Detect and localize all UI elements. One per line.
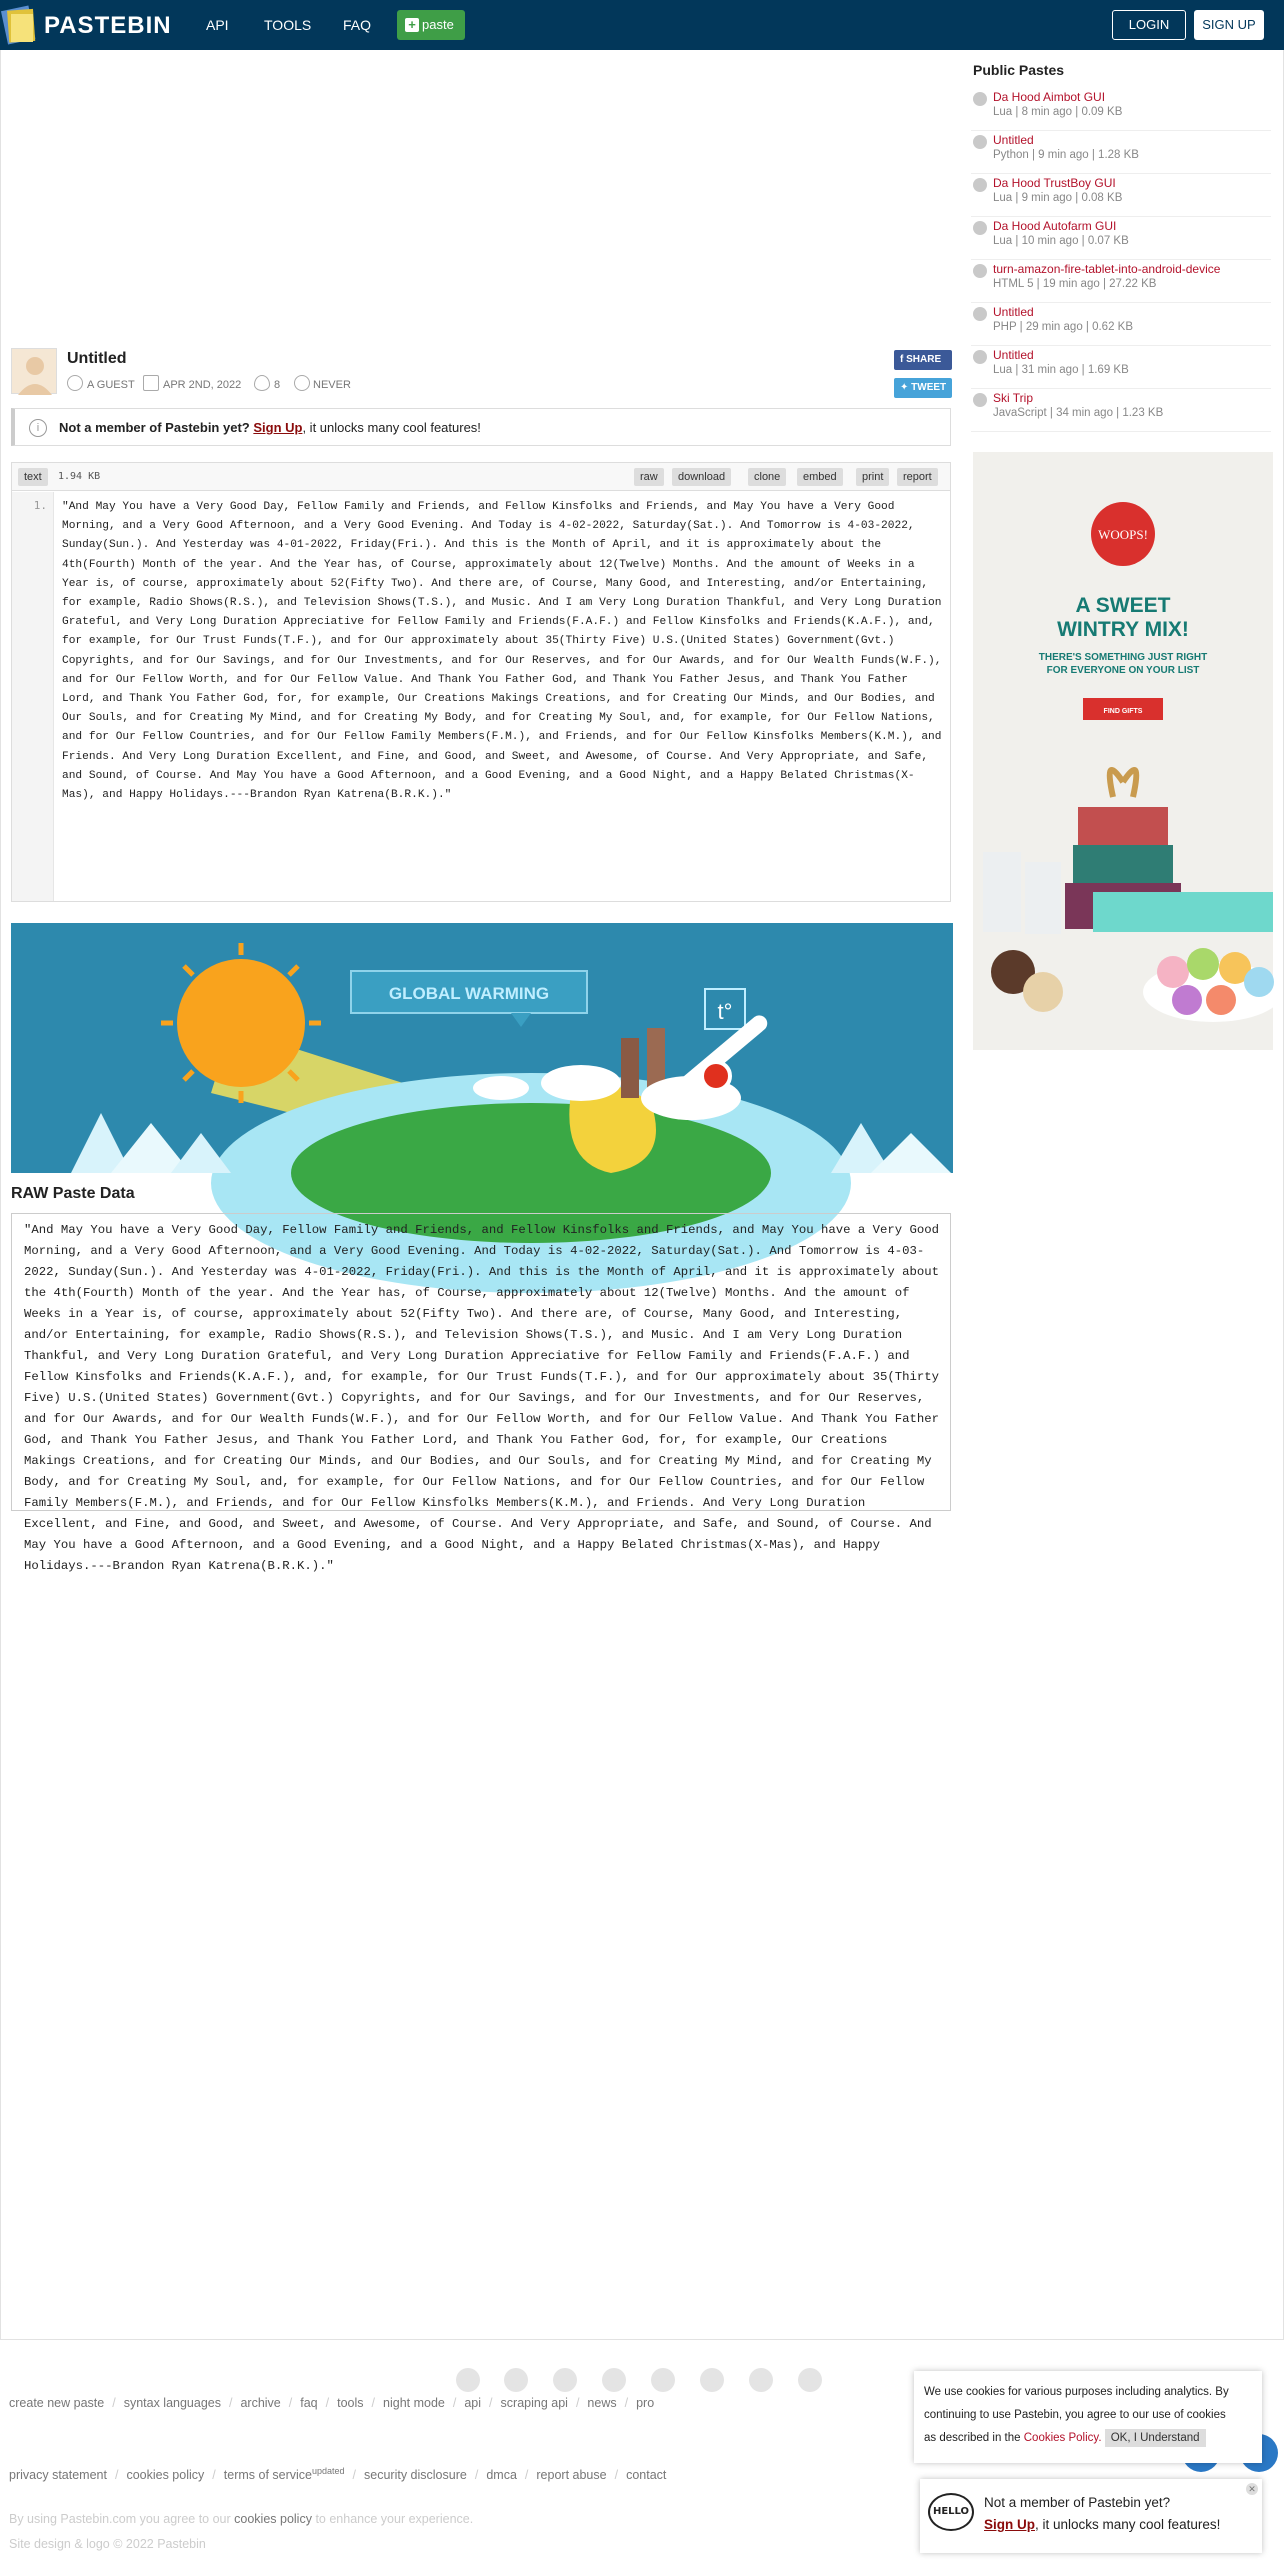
report-button[interactable]: report bbox=[897, 468, 938, 486]
footer-links-row-1 bbox=[9, 2396, 654, 2410]
notice-message bbox=[59, 420, 481, 435]
paste-expiry: NEVER bbox=[313, 379, 351, 391]
paste-author[interactable]: A GUEST bbox=[87, 379, 135, 391]
footer-link[interactable]: faq bbox=[300, 2396, 318, 2410]
raw-paste-content[interactable]: "And May You have a Very Good Day, Fellow Family and Friends, and Fellow Kinsfolks and Friends, and May You have a Very Good Morning, and a Very Good Afternoon, and a Very Good Evening. And Today is 4-02-2022, Saturday(Sat.). And Tomorrow is 4-03-2022, Sunday(Sun.). And Yesterday was 4-01-2022, Friday(Fri.). And this is the Month of April, and it is approximately about the 4th(Fourth) Month of the year. And the Year has, of Course, approximately about 12(Twelve) Months. And the amount of Weeks in a Year is, of course, approximately about 52(Fifty Two). And there are, of Course, Many Good, and Interesting, and/or Entertaining, for example, Radio Shows(R.S.), and Television Shows(T.S.), and Music. And I am Very Long Duration Thankful, and Very Long Duration Grateful, and Very Long Duration Appreciative for Fellow Family and Friends(F.A.F.) and Fellow Kinsfolks and Friends(K.A.F.), and, for example, for Our Trust Funds(T.F.), and for Our approximately about 35(Thirty Five) U.S.(United States) Government(Gvt.) Copyrights, and for Our Savings, and for Our Investments, and for Our Reserves, and for Our Awards, and for Our Wealth Funds(W.F.), and for Our Fellow Worth, and for Our Fellow Value. And Thank You Father God, and Thank You Father Jesus, and Thank You Father Lord, and Thank You Father God, for, for example, Our Creations Makings Creations, and for Creating Our Minds, and Our Bodies, and Our Souls, and for Creating My Mind, and for Creating My Body, and for Creating My Soul, and, for example, for Our Fellow Nations, and for Our Fellow Countries, and for Our Fellow Family Members(F.M.), and Friends, and for Our Fellow Kinsfolks Members(K.M.), and Friends. And Very Long Duration Excellent, and Fine, and Good, and Sweet, and Awesome, of Course. And Very Appropriate, and Safe, and Sound, of Course. And May You have a Good Afternoon, and a Good Evening, and a Good Night, and a Happy Belated Christmas(X-Mas), and Happy Holidays.---Brandon Ryan Katrena(B.R.K.)." bbox=[24, 1223, 940, 1573]
public-paste-item[interactable] bbox=[971, 389, 1271, 432]
public-paste-title[interactable]: Untitled bbox=[993, 133, 1034, 147]
top-header bbox=[0, 0, 1284, 50]
global-warming-banner[interactable] bbox=[11, 923, 953, 1173]
footer-separator: / bbox=[114, 2468, 119, 2483]
public-paste-item[interactable] bbox=[971, 260, 1271, 303]
footer-cookie-note bbox=[9, 2512, 473, 2526]
footer-link[interactable]: syntax languages bbox=[123, 2396, 221, 2410]
ad-sub-1: THERE'S SOMETHING JUST RIGHT bbox=[1038, 652, 1208, 663]
raw-paste-textarea[interactable] bbox=[11, 1213, 951, 1573]
raw-button[interactable]: raw bbox=[634, 468, 664, 486]
footer-link[interactable]: cookies policy bbox=[126, 2468, 205, 2483]
public-paste-meta: Lua | 9 min ago | 0.08 KB bbox=[993, 192, 1123, 204]
footer-link[interactable]: dmca bbox=[486, 2468, 517, 2483]
chrome-icon[interactable] bbox=[456, 2368, 480, 2392]
cookie-policy-link[interactable]: Cookies Policy. bbox=[1023, 2432, 1102, 2444]
footer-link[interactable]: archive bbox=[240, 2396, 281, 2410]
public-paste-item[interactable] bbox=[971, 174, 1271, 217]
sidebar-advertisement[interactable] bbox=[973, 452, 1273, 1050]
footer-links-row-2 bbox=[9, 2466, 666, 2482]
public-paste-title[interactable]: Da Hood Aimbot GUI bbox=[993, 90, 1106, 104]
close-icon[interactable]: ✕ bbox=[1246, 2483, 1258, 2495]
public-paste-item[interactable] bbox=[971, 131, 1271, 174]
footer-separator: / bbox=[489, 2396, 493, 2410]
footer-separator: / bbox=[452, 2396, 457, 2410]
footer-separator: / bbox=[474, 2468, 479, 2483]
info-icon: i bbox=[29, 419, 47, 437]
clone-button[interactable]: clone bbox=[748, 468, 786, 486]
paste-title: Untitled bbox=[67, 350, 127, 367]
signup-hello-popup bbox=[920, 2479, 1262, 2553]
nav-tools[interactable]: TOOLS bbox=[264, 17, 312, 33]
twitter-icon: ✦ bbox=[900, 382, 912, 393]
globe-icon bbox=[973, 350, 987, 364]
footer-link[interactable]: tools bbox=[337, 2396, 364, 2410]
pastebin-logo-icon[interactable] bbox=[2, 4, 36, 44]
public-paste-meta: Python | 9 min ago | 1.28 KB bbox=[993, 149, 1139, 161]
footer-link[interactable]: terms of service bbox=[223, 2468, 312, 2483]
public-paste-item[interactable] bbox=[971, 217, 1271, 260]
hello-bubble-icon: HELLO bbox=[928, 2493, 974, 2531]
ad-headline-2: WINTRY MIX! bbox=[1057, 618, 1189, 641]
paste-date: APR 2ND, 2022 bbox=[163, 379, 242, 391]
download-button[interactable]: download bbox=[672, 468, 731, 486]
firefox-icon[interactable] bbox=[504, 2368, 528, 2392]
footer-link[interactable]: pro bbox=[636, 2396, 655, 2410]
ad-cta: FIND GIFTS bbox=[1103, 708, 1143, 715]
tweet-button[interactable] bbox=[894, 378, 952, 398]
paste-button-label: paste bbox=[422, 17, 454, 32]
logo-text[interactable]: PASTEBIN bbox=[44, 12, 172, 39]
ad-brand: WOOPS! bbox=[1098, 527, 1148, 542]
line-number: 1. bbox=[33, 499, 47, 512]
footer-link[interactable]: contact bbox=[626, 2468, 667, 2483]
hello-signup-text bbox=[984, 2517, 1220, 2532]
globe-icon bbox=[973, 264, 987, 278]
paste-content[interactable]: "And May You have a Very Good Day, Fellow Family and Friends, and Fellow Kinsfolks and Friends, and May You have a Very Good Morning, and a Very Good Afternoon, and a Very Good Evening. And Today is 4-02-2022, Saturday(Sat.). And Tomorrow is 4-03-2022, Sunday(Sun.). And Yesterday was 4-01-2022, Friday(Fri.). And this is the Month of April, and it is approximately about the 4th(Fourth) Month of the year. And the Year has, of Course, approximately about 12(Twelve) Months. And the amount of Weeks in a Year is, of course, approximately about 52(Fifty Two). And there are, of Course, Many Good, and Interesting, and/or Entertaining, for example, Radio Shows(R.S.), and Television Shows(T.S.), and Music. And I am Very Long Duration Thankful, and Very Long Duration Grateful, and Very Long Duration Appreciative for Fellow Family and Friends(F.A.F.) and Fellow Kinsfolks and Friends(K.A.F.), and, for example, for Our Trust Funds(T.F.), and for Our approximately about 35(Thirty Five) U.S.(United States) Government(Gvt.) Copyrights, and for Our Savings, and for Our Investments, and for Our Reserves, and for Our Awards, and for Our Wealth Funds(W.F.), and for Our Fellow Worth, and for Our Fellow Value. And Thank You Father God, and Thank You Father Jesus, and Thank You Father Lord, and Thank You Father God, for, for example, Our Creations Makings Creations, and for Creating Our Minds, and Our Bodies, and Our Souls, and for Creating My Mind, and for Creating My Body, and for Creating My Soul, and, for example, for Our Fellow Nations, and for Our Fellow Countries, and for Our Fellow Family Members(F.M.), and Friends, and for Our Fellow Kinsfolks Members(K.M.), and Friends. And Very Long Duration Excellent, and Fine, and Good, and Sweet, and Awesome, of Course. And Very Appropriate, and Safe, and Sound, of Course. And May You have a Good Afternoon, and a Good Evening, and a Good Night, and a Happy Belated Christmas(X-Mas), and Happy Holidays.---Brandon Ryan Katrena(B.R.K.)." bbox=[62, 501, 942, 802]
paste-code-box bbox=[11, 462, 951, 902]
public-paste-meta: PHP | 29 min ago | 0.62 KB bbox=[993, 321, 1134, 333]
plus-icon: + bbox=[405, 18, 419, 32]
footer-copyright: Site design & logo © 2022 Pastebin bbox=[9, 2537, 206, 2551]
globe-icon bbox=[973, 92, 987, 106]
android-icon[interactable] bbox=[651, 2368, 675, 2392]
banner-thermo-label: t° bbox=[717, 999, 733, 1024]
windows-icon[interactable] bbox=[602, 2368, 626, 2392]
public-paste-title[interactable]: Untitled bbox=[993, 305, 1034, 319]
globe-icon bbox=[973, 135, 987, 149]
footer-note-pre: By using Pastebin.com you agree to our bbox=[9, 2512, 231, 2526]
print-button[interactable]: print bbox=[856, 468, 889, 486]
footer-separator: / bbox=[524, 2468, 529, 2483]
footer-separator: / bbox=[288, 2396, 293, 2410]
paste-size: 1.94 KB bbox=[58, 471, 101, 482]
eye-icon bbox=[254, 375, 270, 391]
new-paste-button[interactable] bbox=[397, 10, 465, 40]
cookie-line-3: as described in the bbox=[924, 2432, 1021, 2444]
footer-link[interactable]: night mode bbox=[383, 2396, 445, 2410]
footer-separator: / bbox=[614, 2468, 619, 2483]
footer-note-post: to enhance your experience. bbox=[315, 2512, 474, 2526]
globe-icon bbox=[973, 221, 987, 235]
opera-icon[interactable] bbox=[749, 2368, 773, 2392]
footer-separator: / bbox=[212, 2468, 216, 2483]
user-icon bbox=[67, 375, 83, 391]
ad-sub-2: FOR EVERYONE ON YOUR LIST bbox=[1046, 665, 1200, 676]
footer-updated-badge: updated bbox=[311, 2466, 345, 2476]
ios-icon[interactable] bbox=[553, 2368, 577, 2392]
tweet-label: TWEET bbox=[911, 382, 947, 393]
footer-separator: / bbox=[352, 2468, 357, 2483]
ad-headline-1: A SWEET bbox=[1075, 594, 1171, 617]
footer-separator: / bbox=[575, 2396, 580, 2410]
public-paste-title[interactable]: Da Hood TrustBoy GUI bbox=[993, 176, 1116, 190]
hello-question: Not a member of Pastebin yet? bbox=[984, 2495, 1171, 2510]
public-paste-item[interactable] bbox=[971, 88, 1271, 131]
public-pastes-title: Public Pastes bbox=[973, 62, 1065, 78]
public-paste-meta: Lua | 31 min ago | 1.69 KB bbox=[993, 364, 1129, 376]
code-toolbar bbox=[12, 463, 950, 491]
share-label: SHARE bbox=[906, 354, 942, 365]
nav-api[interactable]: API bbox=[206, 17, 229, 33]
footer-link[interactable]: scraping api bbox=[500, 2396, 568, 2410]
globe-icon bbox=[973, 307, 987, 321]
public-paste-item[interactable] bbox=[971, 303, 1271, 346]
footer-separator: / bbox=[112, 2396, 116, 2410]
hello-signup-link[interactable]: Sign Up bbox=[984, 2517, 1035, 2532]
public-paste-item[interactable] bbox=[971, 346, 1271, 389]
embed-button[interactable]: embed bbox=[797, 468, 843, 486]
public-paste-title[interactable]: Untitled bbox=[993, 348, 1034, 362]
x-icon[interactable] bbox=[700, 2368, 724, 2392]
footer-link[interactable]: api bbox=[464, 2396, 482, 2410]
public-paste-meta: Lua | 8 min ago | 0.09 KB bbox=[993, 106, 1123, 118]
login-button[interactable]: LOGIN bbox=[1112, 10, 1186, 40]
notice-bold: Not a member of Pastebin yet? bbox=[59, 420, 250, 435]
alt-browser-icon[interactable] bbox=[798, 2368, 822, 2392]
globe-icon bbox=[973, 393, 987, 407]
footer-link[interactable]: report abuse bbox=[536, 2468, 607, 2483]
notice-signup-link[interactable]: Sign Up bbox=[253, 420, 303, 435]
nav-faq[interactable]: FAQ bbox=[343, 17, 372, 33]
cookie-line-2: continuing to use Pastebin, you agree to our use of cookies bbox=[924, 2409, 1226, 2421]
public-paste-title[interactable]: Da Hood Autofarm GUI bbox=[993, 219, 1117, 233]
calendar-icon bbox=[143, 375, 159, 391]
paste-views: 8 bbox=[274, 379, 281, 391]
facebook-share-button[interactable] bbox=[894, 350, 952, 370]
public-paste-meta: JavaScript | 34 min ago | 1.23 KB bbox=[993, 407, 1164, 419]
public-paste-title[interactable]: turn-amazon-fire-tablet-into-android-device bbox=[993, 262, 1221, 276]
syntax-label[interactable]: text bbox=[18, 468, 48, 486]
banner-title: GLOBAL WARMING bbox=[388, 984, 550, 1003]
footer-link[interactable]: create new paste bbox=[9, 2396, 105, 2410]
public-paste-meta: HTML 5 | 19 min ago | 27.22 KB bbox=[993, 278, 1157, 290]
notice-rest: , it unlocks many cool features! bbox=[302, 420, 481, 435]
globe-icon bbox=[973, 178, 987, 192]
footer-separator: / bbox=[371, 2396, 376, 2410]
public-paste-title[interactable]: Ski Trip bbox=[993, 391, 1034, 405]
hello-rest: , it unlocks many cool features! bbox=[1035, 2517, 1221, 2532]
fire-icon bbox=[294, 375, 310, 391]
cookie-consent-popup bbox=[914, 2371, 1262, 2463]
footer-separator: / bbox=[228, 2396, 233, 2410]
cookie-line-1: We use cookies for various purposes including analytics. By bbox=[924, 2386, 1229, 2398]
footer-link[interactable]: security disclosure bbox=[364, 2468, 467, 2483]
signup-notice bbox=[11, 408, 951, 446]
footer-separator: / bbox=[325, 2396, 330, 2410]
footer-separator: / bbox=[624, 2396, 629, 2410]
guest-avatar bbox=[11, 348, 57, 394]
public-paste-meta: Lua | 10 min ago | 0.07 KB bbox=[993, 235, 1129, 247]
footer-cookies-policy-link[interactable]: cookies policy bbox=[234, 2512, 312, 2526]
signup-button[interactable]: SIGN UP bbox=[1194, 10, 1264, 40]
footer-link[interactable]: news bbox=[587, 2396, 617, 2410]
cookie-ok-button[interactable]: OK, I Understand bbox=[1105, 2429, 1206, 2447]
footer-link[interactable]: privacy statement bbox=[9, 2468, 107, 2483]
raw-paste-title: RAW Paste Data bbox=[11, 1185, 135, 1202]
line-gutter bbox=[12, 492, 54, 901]
facebook-icon: f bbox=[900, 354, 907, 365]
